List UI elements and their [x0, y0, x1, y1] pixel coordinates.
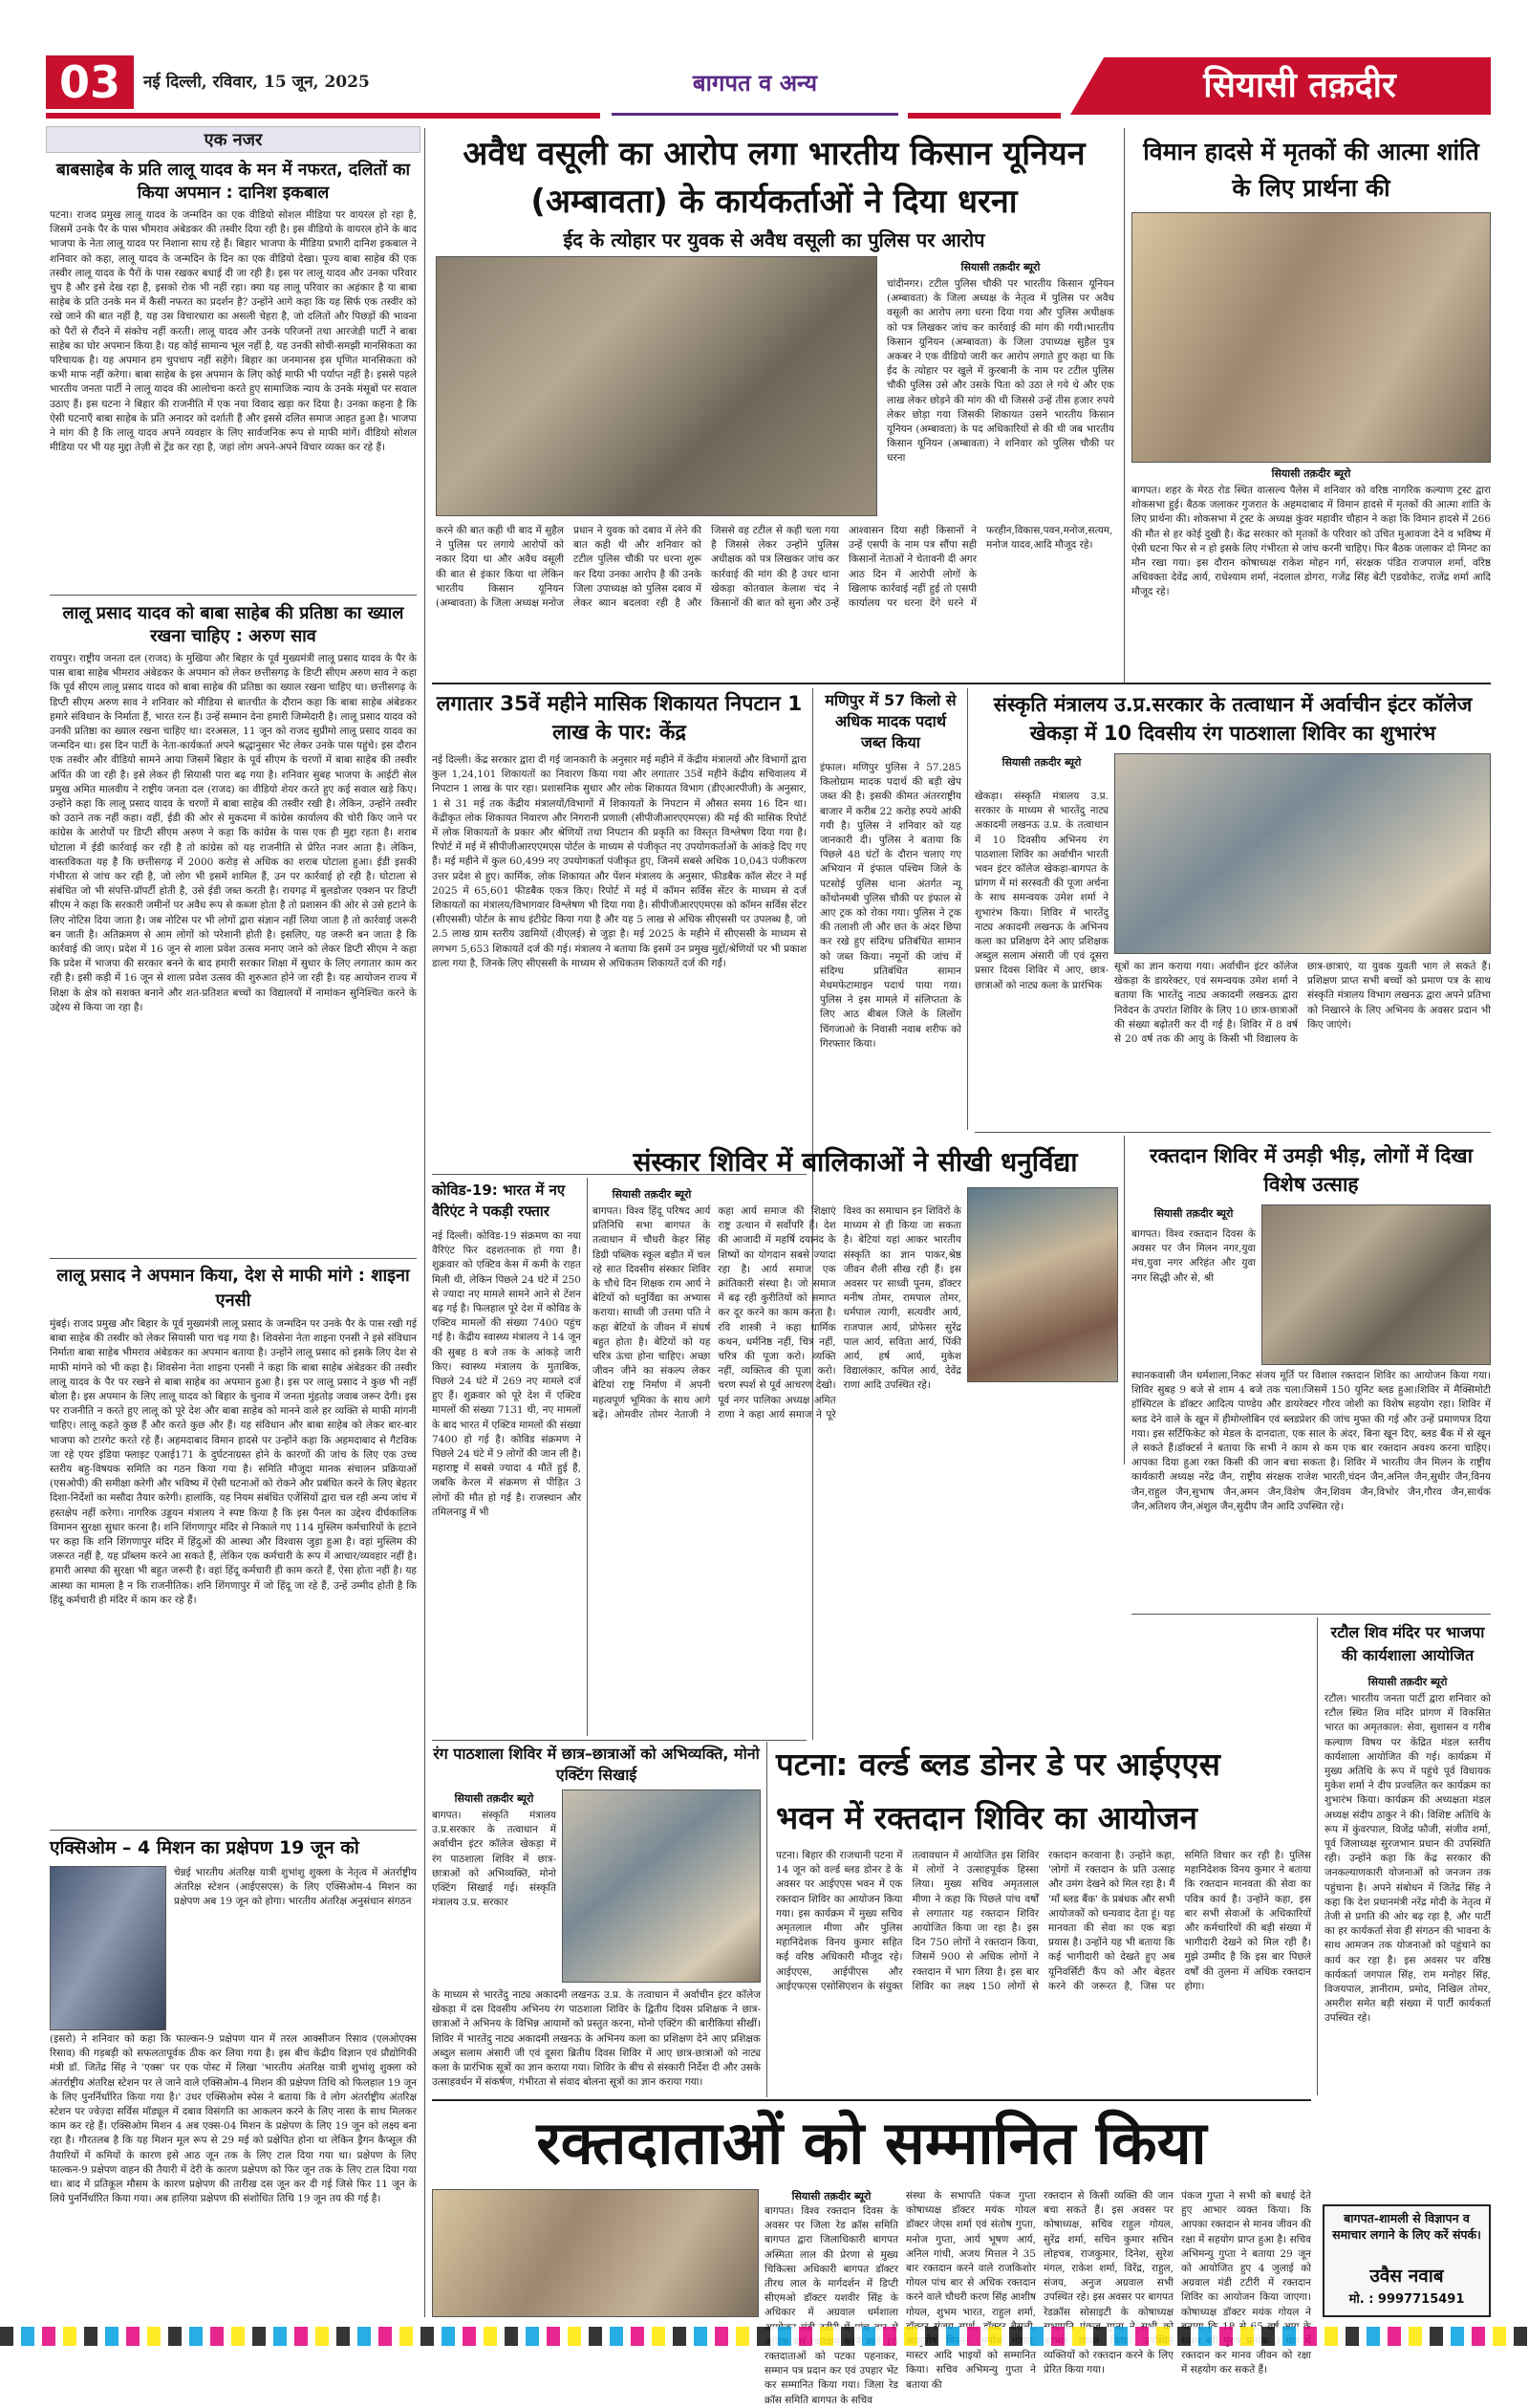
date-line: नई दिल्ली, रविवार, 15 जून, 2025 [143, 73, 370, 92]
column-divider [1317, 1617, 1318, 2095]
prayer-meeting-photo [1131, 212, 1491, 463]
manipur-headline: मणिपुर में 57 किलो से अधिक मादक पदार्थ जब्त किया [825, 691, 957, 751]
manipur-body: इंफाल। मणिपुर पुलिस ने 57.285 किलोग्राम मादक पदार्थ की बड़ी खेप जब्त की है। इसकी कीमत अंतरराष्ट्रीय बाजार में करीब 22 करोड़ रुपये आंकी गयी है। पुलिस ने शनिवार को यह जानकारी दी। पुलिस ने बताया कि पिछले 48 घंटों के दौरान चलाए गए अभियान में इंफाल पश्चिम जिले के पटसोई पुलिस थाना अंतर्गत न्यू कोंथोनमबी पुलिस चौकी पर इंफाल से आए ट्रक को रोका गया। पुलिस ने ट्रक की तलाशी ली और छत के अंदर छिपा कर रखे हुए संदिग्ध प्रतिबंधित सामान को जब्त किया। नमूनों की जांच में संदिग्ध प्रतिबंधित सामान मेथमफेटामाइन पदार्थ पाया गया। पुलिस ने इस मामले में संलिप्तता के लिए आठ बीबल जिले के लिलोंग चिंगजाओ के निवासी नवाब शरीफ को गिरफ्तार किया। [820, 762, 961, 1050]
ad-line: बागपत-शामली से विज्ञापन व समाचार लगाने के लिए करें संपर्क। [1332, 2211, 1481, 2242]
theatre-headline: रंग पाठशाला शिविर में छात्र–छात्राओं को अभिव्यक्ति, मोनो एक्टिंग सिखाई [433, 1745, 760, 1784]
axiom-body: (इसरो) ने शनिवार को कहा कि फाल्कन-9 प्रक्षेपण यान में तरल आक्सीजन रिसाव (एलओएक्स रिसाव) की गड़बड़ी को सफलतापूर्वक ठीक कर लिया गया है। इस बीच केंद्रीय विज्ञान एवं प्रौद्योगिकी मंत्री डॉ. जितेंद्र सिंह ने 'एक्स' पर एक पोस्ट में लिखा 'भारतीय अंतरिक्ष यात्री शुभांशु शुक्ला को अंतर्राष्ट्रीय अंतरिक्ष स्टेशन पर ले जाने वाले एक्सिओम-4 मिशन की प्रक्षेपण तिथि को फिलहाल 19 जून के लिए पुनर्निर्धारित किया गया है।' उधर एक्सिओम स्पेस ने बताया कि वे लोग अंतर्राष्ट्रीय अंतरिक्ष स्टेशन पर ज्वेज़्दा सर्विस मॉड्यूल में दबाव विसंगति का आकलन करने के लिए नासा के साथ मिलकर काम कर रहे हैं। एक्सिओम मिशन 4 अब एक्स-04 मिशन के प्रक्षेपण के लिए 19 जून को लक्ष्य बना रहा है। गौरतलब है कि यह मिशन मूल रूप से 29 मई को प्रक्षेपित होना था लेकिन ड्रैगन कैप्सूल की तैयारियों में कमियों के कारण इसे आठ जून तक के लिए टाल दिया गया था। प्रक्षेपण के लिए फाल्कन-9 प्रक्षेपण वाहन की तैयारी में देरी के कारण प्रक्षेपण को फिर जून तक के लिए टाल दिया गया था। बाद में प्रतिकूल मौसम के कारण प्रक्षेपण की तारीख दस जून कर दी गई जिसे फिर 11 जून के लिये पुनर्निर्धारित किया गया। अब हालिया प्रक्षेपण की संशोधित तिथि 19 जून तय की गई है। [50, 2033, 417, 2205]
axiom-body-top: चेन्नई भारतीय अंतरिक्ष यात्री शुभांशु शुक्ला के नेतृत्व में अंतर्राष्ट्रीय अंतरिक्ष स्टेशन (आईएसएस) के लिए एक्सिओम-4 मिशन का प्रक्षेपण अब 19 जून को होगा। भारतीय अंतरिक्ष अनुसंधान संगठन [174, 1867, 417, 1908]
divider [432, 1740, 807, 1741]
lead-headline-line1: अवैध वसूली का आरोप लगा भारतीय किसान यूनियन [463, 135, 1086, 173]
masthead-rule-left [46, 113, 600, 119]
arun-headline: लालू प्रसाद यादव को बाबा साहेब की प्रतिष्ठा का ख्याल रखना चाहिए : अरुण साव [62, 603, 404, 646]
rataul-headline: रटौल शिव मंदिर पर भाजपा की कार्यशाला आयोजित [1330, 1623, 1485, 1664]
donors-col2: संस्था के सभापति पंकज गुप्ता कोषाध्यक्ष डॉक्टर मयंक गोयल डॉक्टर जेएस शर्मा एवं संतोष गुप्ता, मनोज गुप्ता, आर्य भूषण आर्य, अनिल गांधी, अजय मित्तल ने 35 बार रक्तदान करने वाले राजकिशोर गोयल पांच बार से अधिक रक्तदान करने वाले चौधरी करण सिंह आशीष गोयल, शुभम भारत, राहुल शर्मा, मास्टर आदि भाइयों को सम्मानित किया। सचिव अभिमन्यु गुप्ता ने बताया की [906, 2190, 1036, 2391]
blood-camp-photo [1261, 1204, 1491, 1365]
theatre-body-col: बागपत। संस्कृति मंत्रालय उ.प्र.सरकार के तत्वाधान में अर्वाचीन इंटर कॉलेज खेकड़ा में रंग पाठशाला शिविर में छात्र-छात्राओं को अभिव्यक्ति, मोनो एक्टिंग सिखाई गई। संस्कृति मंत्रालय उ.प्र. सरकार [432, 1810, 556, 1909]
culture-body-col: खेकड़ा। संस्कृति मंत्रालय उ.प्र. सरकार के माध्यम से भारतेंदु नाट्य अकादमी लखनऊ उ.प्र. के तत्वाधान में 10 दिवसीय अभिनय रंग पाठशाला शिविर का अर्वाचीन भारती भवन इंटर कॉलेज खेकड़ा-बागपत के प्रांगण में मां सरस्वती की पूजा अर्चना के साथ समन्वयक उमेश शर्मा ने शुभारंभ किया। शिविर में भारतेंदु नाट्य अकादमी लखनऊ के अभिनय कला का प्रशिक्षण देने आए प्रशिक्षक अब्दुल सलाम अंसारी जी एवं दूसरा प्रसार दिवस शिविर में आए, छात्र-छात्राओं को नाट्य कला के प्रारंभिक [975, 791, 1109, 991]
column-divider [967, 688, 968, 1130]
astronaut-photo [50, 1866, 166, 2030]
masthead-rule-right [908, 113, 1061, 119]
theatre-photo [562, 1790, 761, 1983]
ias-body: पटना। बिहार की राजधानी पटना में 14 जून को वर्ल्ड ब्लड डोनर डे के अवसर पर आईएएस भवन में एक रक्तदान शिविर का आयोजन किया गया। इस कार्यक्रम में मुख्य सचिव अमृतलाल मीणा और पुलिस महानिदेशक विनय कुमार सहित कई वरिष्ठ अधिकारी मौजूद रहे। आईएएस, आईपीएस और आईएफएस एसोसिएशन के संयुक्त तत्वावधान में आयोजित इस शिविर में लोगों ने उत्साहपूर्वक हिस्सा लिया। मुख्य सचिव अमृतलाल मीणा ने कहा कि पिछले पांच वर्षों से लगातार यह रक्तदान शिविर आयोजित किया जा रहा है। इस दिन 750 लोगों ने रक्तदान किया, जिसमें 900 से अधिक लोगों ने रक्तदान में भाग लिया है। इस बार शिविर का लक्ष्य 150 लोगों से रक्तदान करवाना है। उन्होंने कहा, 'लोगों में रक्तदान के प्रति उत्साह और उमंग देखने को मिल रहा है। मैं 'माँ ब्लड बैंक' के प्रबंधक और सभी आयोजकों को धन्यवाद देता हूं। यह मानवता की सेवा का एक बड़ा प्रयास है। उन्होंने यह भी बताया कि कई भागीदारी को देखते हुए अब यूनिवर्सिटी कैंप को और बेहतर करने की जरूरत है, जिस पर समिति विचार कर रही है। पुलिस महानिदेशक विनय कुमार ने बताया कि रक्तदान मानवता की सेवा का पवित्र कार्य है। उन्होंने कहा, इस बार सभी सेवाओं के अधिकारियों और कर्मचारियों की बड़ी संख्या में भागीदारी देखने को मिल रही है। मुझे उम्मीद है कि इस बार पिछले वर्षों की तुलना में अधिक रक्तदान होगा। [776, 1850, 1311, 1992]
culture-body-bottom: सूत्रों का ज्ञान कराया गया। अर्वाचीन इंटर कॉलेज खेकड़ा के डायरेक्टर, एवं समन्वयक उमेश शर्मा ने बताया कि भारतेंदु नाट्य अकादमी लखनऊ द्वारा निवेदन के उपरांत शिविर के लिए 10 छात्र-छात्राओं की संख्या बढ़ोतरी कर दी गई है। शिविर में 8 वर्ष से 20 वर्ष तक की आयु के किसी भी विद्यालय के छात्र-छात्राएं, या युवक युवती भाग ले सकते हैं। प्रशिक्षण प्राप्त सभी बच्चों को प्रमाण पत्र के साथ संस्कृति मंत्रालय विभाग लखनऊ द्वारा अपने प्रतिभा को निखारने के लिए अभिनय के अवसर प्रदान भी किए जाएंगे। [1114, 961, 1491, 1046]
donors-col3: रक्तदान से किसी व्यक्ति की जान बचा सकते हैं। इस अवसर पर कोषाध्यक्ष, सचिव राहुल गोयल, सुरेंद्र शर्मा, सचिन कुमार सचिन लोहचब, राजकुमार, दिनेश, सुरेश मंगल, राकेश शर्मा, विरेंद्र, राहुल, संजय, अनुज अग्रवाल सभी उपस्थित रहे। इस अवसर पर बागपत रेडक्रॉस सोसाइटी के कोषाध्यक्ष व्यक्तियों को रक्तदान करने के लिए प्रेरित किया गया। [1044, 2190, 1174, 2376]
divider [50, 1258, 417, 1259]
donors-photo [432, 2189, 759, 2317]
covid-headline: कोविड-19: भारत में नए वैरिएंट ने पकड़ी रफ्तार [432, 1182, 566, 1220]
bloodcamp-body-narrow: बागपत। विश्व रक्तदान दिवस के अवसर पर जैन मिलन नगर,युवा मंच,युवा नगर अरिहंत और युवा नगर सिद्धी और से, श्री [1131, 1228, 1256, 1284]
culture-headline: संस्कृति मंत्रालय उ.प्र.सरकार के तत्वाधान में अर्वाचीन इंटर कॉलेज खेकड़ा में 10 दिवसीय रंग पाठशाला शिविर का शुभारंभ [993, 693, 1473, 745]
donors-col4: पंकज गुप्ता ने सभी को बधाई देते हुए आभार व्यक्त किया। कि आपका रक्तदान से मानव जीवन की रक्षा में सहयोग प्राप्त हुआ है। सचिव अभिमन्यु गुप्ता ने बताया 29 जून को आयोजित हुए 4 जुलाई को अग्रवाल मंडी टटीरी में रक्तदान शिविर का आयोजन किया जाएगा। कोषाध्यक्ष डॉक्टर मयंक गोयल ने रक्तदान कर मानव जीवन को रक्षा में सहयोग कर सकते हैं। [1181, 2190, 1311, 2376]
divider [50, 595, 417, 596]
column-divider [1124, 1136, 1125, 1464]
culture-byline: सियासी तक़दीर ब्यूरो [1001, 756, 1082, 769]
footer-color-bar [0, 2327, 1529, 2346]
lead-byline: सियासी तक़दीर ब्यूरो [960, 261, 1041, 273]
covid-body: नई दिल्ली। कोविड-19 संक्रमण का नया वैरिएंट फिर दहशतनाक हो गया है। शुक्रवार को एक्टिव केस में कमी के राहत मिली थी, लेकिन पिछले 24 घंटे में 250 से ज्यादा नए मामले सामने आने से टेंशन बढ़ गई है। फिलहाल पूरे देश में कोविड के एक्टिव मामलों की संख्या 7400 पहुंच गई है। केंद्रीय स्वास्थ्य मंत्रालय ने 14 जून की सुबह 8 बजे तक के आंकड़े जारी किए। स्वास्थ्य मंत्रालय के मुताबिक, पिछले 24 घंटे में 269 नए मामले दर्ज हुए हैं। शुक्रवार को पूरे देश में एक्टिव मामलों की संख्या 7131 थी, नए मामलों के बाद भारत में एक्टिव मामलों की संख्या 7400 हो गई है। कोविड संक्रमण ने पिछले 24 घंटे में 9 लोगों की जान ली है। महाराष्ट्र में सबसे ज्यादा 4 मौतें हुई हैं, जबकि केरल में संक्रमण से पीड़ित 3 लोगों की मौत हो गई है। राजस्थान और तमिलनाडु में भी [432, 1230, 582, 1518]
arun-body: रायपुर। राष्ट्रीय जनता दल (राजद) के मुखिया और बिहार के पूर्व मुख्यमंत्री लालू प्रसाद यादव के पैर के पास बाबा साहेब भीमराव अंबेडकर के अपमान को लेकर छत्तीसगढ़ के डिप्टी सीएम अरुण साव ने कहा कि पूर्व सीएम लालू प्रसाद यादव को बाबा साहेब की प्रतिष्ठा का ख्याल रखना चाहिए था। छत्तीसगढ़ के डिप्टी सीएम अरुण साव ने शनिवार को मीडिया से बातचीत के दौरान कहा कि बाबा साहेब अंबेडकर हमारे संविधान के निर्माता हैं, भारत रत्न हैं। उन्हें सम्मान देना हमारी जिम्मेदारी है। लालू प्रसाद यादव को उनकी प्रतिष्ठा का ख्याल रखना चाहिए था। दरअसल, 11 जून को राजद सुप्रीमो लालू प्रसाद यादव का जन्मदिन था। इस दिन पार्टी के नेता-कार्यकर्ता अपने श्रद्धानुसार भेंट लेकर उनके पास पहुंचे। इस दौरान एक तस्वीर और वीडियो सामने आया जिसमें बिहार के पूर्व सीएम के चरणों में बाबा साहेब की तस्वीर अर्पित की जा रही है। इसे लेकर ही सियासी पारा बढ़ गया है। शनिवार सुबह भाजपा के आईटी सेल प्रमुख अमित मालवीय ने राष्ट्रीय जनता दल (राजद) का वीडियो शेयर करते हुए कई सवाल खड़े किए। उन्होंने कहा कि लालू प्रसाद यादव के चरणों में बाबा साहेब की तस्वीर रखी है। लेकिन, उन्होंने तस्वीर को उठाने तक नहीं कहा। वहीं, ईडी की ओर से मुकदमा में कांग्रेस कार्यालय की चोरी किए जाने पर कांग्रेस के आरोपों पर डिप्टी सीएम अरुण ने कहा कि कांग्रेस के पास एक ही मुद्दा रहता है। शराब घोटाला में ईडी कार्रवाई कर रही है तो कांग्रेस को यह राजनीति से प्रेरित नजर आता है। लेकिन, वास्तविकता यह है कि छत्तीसगढ़ में 2000 करोड़ से अधिक का शराब घोटाला हुआ। ईडी इसकी गंभीरता से जांच कर रही है, जो लोग भी इसमें शामिल हैं, उन पर कार्रवाई हो रही है। घोटाला से संबंधित जो भी संपत्ति-प्रॉपर्टी होती है, उसे ईडी जब्त करती है। रायगढ़ में बुलडोजर एक्शन पर डिप्टी सीएम ने कहा कि सरकारी जमीनों पर अवैध रूप से कब्जा होता है तो प्रशासन की ओर से उसे हटाने के लिए नोटिस दिया जाता है। जब नोटिस पर भी लोगों द्वारा संज्ञान नहीं लिया जाता है तो कार्रवाई जरूरी बन जाती है। अतिक्रमण से आम लोगों को परेशानी होती है। इसलिए, यह जरूरी बन जाता है कि कार्रवाई की जाए। प्रदेश में 16 जून से शाला प्रवेश उत्सव मनाए जाने को लेकर डिप्टी सीएम ने कहा कि प्रदेश में भाजपा की सरकार बनने के बाद हमारी सरकार शिक्षा में सुधार के लिए लगातार काम कर रही है। इसी कड़ी में 16 जून से शाला प्रवेश उत्सव की शुरुआत होने जा रही है। यह आयोजन राज्य में शिक्षा के क्षेत्र को सशक्त बनाने और शत-प्रतिशत बच्चों का विद्यालयों में नामांकन सुनिश्चित करने के उद्देश्य से किया जा रहा है। [50, 653, 417, 1013]
theatre-byline: सियासी तक़दीर ब्यूरो [454, 1792, 534, 1805]
shaina-body: मुंबई। राजद प्रमुख और बिहार के पूर्व मुख्यमंत्री लालू प्रसाद के जन्मदिन पर उनके पैर के पास रखी गई बाबा साहेब की तस्वीर को लेकर सियासी पारा चढ़ गया है। शिवसेना नेता शाइना एनसी ने इसे संविधान निर्माता बाबा साहेब भीमराव अंबेडकर का अपमान बताया है। उन्होंने लालू प्रसाद को इसके लिए देश से माफी मांगने को भी कहा है। शिवसेना नेता शाइना एनसी ने कहा कि बाबा साहेब अंबेडकर की तस्वीर लालू यादव के पैर पर रखने से बाबा साहेब का अपमान हुआ है। इस पर लालू प्रसाद ने कुछ भी नहीं बोला है। इस अपमान के लिए लालू यादव को बिहार के चुनाव में जनता मुंहतोड़ जवाब जरूर देगी। इस पर राजनीति न करते हुए लालू को पूरे देश और बाबा साहेब को मानने वाले हर व्यक्ति से माफी मांगनी चाहिए। लालू कहते कुछ हैं और करते कुछ और हैं। यह संविधान और बाबा साहेब को लेकर बार-बार भाजपा को टारगेट करते रहे हैं। अहमदाबाद विमान हादसे पर उन्होंने कहा कि अहमदाबाद से गैटविक जा रहे एयर इंडिया फ्लाइट एआई171 के दुर्घटनाग्रस्त होने के कारणों की जांच के लिए एक उच्च स्तरीय बहु-विषयक समिति का गठन किया गया है। समिति मौजूदा मानक संचालन प्रक्रियाओं (एसओपी) की समीक्षा करेगी और भविष्य में ऐसी घटनाओं को रोकने और प्रबंधित करने के लिए बेहतर दिशा-निर्देशों का मसौदा तैयार करेगी। हालांकि, यह नियम संबंधित एजेंसियों द्वारा चल रही अन्य जांच में हस्तक्षेप नहीं करेगा। नागरिक उड्डयन मंत्रालय ने स्पष्ट किया है कि इस पैनल का उद्देश्य दीर्घकालिक विमानन सुरक्षा सुधार करना है। शनि शिंगणापुर मंदिर से निकाले गए 114 मुस्लिम कर्मचारियों के हटाने पर कहा कि शनि शिंगणापुर मंदिर में हिंदुओं की आस्था और विश्वास जुड़ा हुआ है। वहां मुस्लिम की जरूरत नहीं है, यह प्रॉब्लम करने आ सकते हैं, लेकिन एक कर्मचारी के रूप में आचार/व्यवहार नहीं है। हमारी आस्था की सुरक्षा भी बहुत जरूरी है। वहां हिंदू कर्मचारी ही काम करते हैं, ऐसा होता नहीं है। यह आस्था का मामला है न कि राजनीतिक। शनि शिंगणापुर में जो हिंदू जा रहे हैं, उन्हें उम्मीद होती है कि हिंदू कर्मचारी ही मंदिर में काम कर रहे हैं। [50, 1318, 417, 1606]
rang-pathshala-photo [1114, 753, 1491, 954]
divider [975, 1132, 1491, 1133]
masthead-rule-center [612, 113, 898, 116]
section-title: बागपत व अन्य [692, 70, 818, 97]
donors-byline: सियासी तक़दीर ब्यूरो [791, 2190, 872, 2202]
ad-name: उवैस नवाब [1369, 2266, 1444, 2287]
page-number-badge: 03 [46, 55, 134, 109]
divider [1131, 1614, 1491, 1615]
danish-headline: बाबसाहेब के प्रति लालू यादव के मन में नफरत, दलितों का किया अपमान : दानिश इकबाल [55, 161, 411, 203]
ad-phone: मो. : 9997715491 [1348, 2292, 1465, 2307]
plane-byline: सियासी तक़दीर ब्यूरो [1271, 467, 1351, 480]
ias-headline-line2: भवन में रक्तदान शिविर का आयोजन [776, 1799, 1197, 1836]
lead-subhead: ईद के त्योहार पर युवक से अवैध वसूली का पुलिस पर आरोप [563, 228, 985, 251]
column-divider [587, 1178, 588, 1736]
divider [50, 1830, 417, 1831]
donors-col1: बागपत। विश्व रक्तदान दिवस के अवसर पर जिला रेड क्रॉस समिति बागपत द्वारा जिलाधिकारी बागपत अस्मिता लाल की प्रेरणा से मुख्य चिकित्सा अधिकारी बागपत डॉक्टर तीरथ लाल के मार्गदर्शन में डिप्टी सीएमओ डॉक्टर यशवीर सिंह के अधिकार में अग्रवाल धर्मशाला रक्तदाताओं को पटका पहनाकर, सम्मान पत्र प्रदान कर एवं उपहार भेंट कर सम्मानित किया गया। जिला रेड क्रॉस समिति बागपत के सचिव [764, 2205, 898, 2406]
brand-title: सियासी तक़दीर [1203, 66, 1396, 105]
complaint-headline: लगातार 35वें महीने मासिक शिकायत निपटान 1 लाख के पार: केंद्र [436, 692, 803, 745]
danish-body: पटना। राजद प्रमुख लालू यादव के जन्मदिन का एक वीडियो सोशल मीडिया पर वायरल हो रहा है, जिसमें उनके पैर के पास भीमराव अंबेडकर की तस्वीर दिया रही है। इस वीडियो के वायरल होने के बाद भाजपा के नेता लालू यादव पर निशाना साध रहे हैं। बिहार भाजपा के मीडिया प्रभारी दानिश इकबाल ने शनिवार को कहा, लालू यादव के जन्मदिन के दिन का एक वीडियो देखा। पूज्य बाबा साहेब की एक तस्वीर लालू यादव के पैरों के पास रखकर बधाई दी जा रही है। इस पर लालू यादव और उनका परिवार चुप है और इसे देख रहा है, इसको रोक भी नहीं रहा। क्या यह लालू परिवार का अहंकार है या बाबा साहेब के प्रति उनके मन में कैसी नफरत का प्रदर्शन है? उन्होंने आगे कहा कि यह सिर्फ एक तस्वीर को रखे जाने की बात नहीं है, यह उस विचारधारा का असली चेहरा है, जो दलितों और पिछड़ों की भावना को पैरों से रौंदने में संकोच नहीं करती। लालू यादव और उनके परिजनों तथा आरजेडी पार्टी ने बाबा साहेब का घोर अपमान किया है। यह कोई सामान्य भूल नहीं है, यह उनकी सोची-समझी मानसिकता का परिचायक है। यह अपमान हम चुपचाप नहीं सहेंगे। बिहार का जनमानस इस घृणित मानसिकता को कभी माफ नहीं करेगा। बाबा साहेब के इस अपमान के लिए कोई माफी भी पर्याप्त नहीं है। इससे पहले भारतीय जनता पार्टी ने लालू यादव की आलोचना करते हुए सामाजिक न्याय के उनके मंसूबों पर सवाल उठाए हैं। इस घटना ने बिहार की राजनीति में एक नया विवाद खड़ा कर दिया है। उनका कहना है कि ऐसी घटनाएँ बाबा साहेब के प्रति अनादर को दर्शाती हैं और इससे दलित समाज आहत हुआ है। भाजपा ने मांग की है कि लालू यादव अपने व्यवहार के लिए सार्वजनिक रूप से माफी मांगें। वीडियो सोशल मीडिया पर भी यह मुद्दा तेज़ी से ट्रेंड कर रहा है, जहां लोग अपने-अपने विचार व्यक्त कर रहे हैं। [50, 209, 417, 454]
divider [432, 2099, 1311, 2101]
complaint-body: नई दिल्ली। केंद्र सरकार द्वारा दी गई जानकारी के अनुसार मई महीने में केंद्रीय मंत्रालयों और विभागों द्वारा कुल 1,24,101 शिकायतों का निवारण किया गया और लगातार 35वें महीने केंद्रीय सचिवालय में निपटान 1 लाख के पार रहा। प्रशासनिक सुधार और लोक शिकायत विभाग (डीएआरपीजी) के अनुसार, 1 से 31 मई तक केंद्रीय मंत्रालयों/विभागों में शिकायतों के निपटान में औसत समय 16 दिन था। केंद्रीकृत लोक शिकायत निवारण और निगरानी प्रणाली (सीपीजीआरएएमएस) की मई की मासिक रिपोर्ट में लोक शिकायतों के प्रकार और श्रेणियों तथा निपटान की प्रकृति का विस्तृत विश्लेषण दिया गया है। रिपोर्ट में मई में सीपीजीआरएएमएस पोर्टल के माध्यम से पंजीकृत नए उपयोगकर्ताओं के आंकड़े दिए गए हैं। मई महीने में कुल 60,499 नए उपयोगकर्ता पंजीकृत हुए, जिनमें सबसे अधिक 10,043 पंजीकरण उत्तर प्रदेश से हुए। कार्मिक, लोक शिकायत और पेंशन मंत्रालय के अनुसार, फीडबैक कॉल सेंटर ने मई 2025 में 65,601 फीडबैक एकत्र किए। रिपोर्ट में मई में कॉमन सर्विस सेंटर के माध्यम से दर्ज शिकायतों का मंत्रालय/विभागवार विश्लेषण भी दिया गया है। सीपीजीआरएएमएस को कॉमन सर्विस सेंटर (सीएससी) पोर्टल के साथ इंटीग्रेट किया गया है और यह 5 लाख से अधिक सीएससी पर उपलब्ध है, जो 2.5 लाख ग्राम स्तरीय उद्यमियों (वीएलई) से जुड़ा है। मई 2025 के महीने में सीएससी के माध्यम से लगभग 5,653 शिकायतें दर्ज की गई। मंत्रालय ने बताया कि इसमें उन प्रमुख मुद्दों/श्रेणियों पर भी प्रकाश डाला गया है, जिनके लिए सीएससी के माध्यम से अधिकतम शिकायतें दर्ज की गईं। [432, 754, 807, 969]
plane-body: बागपत। शहर के मेरठ रोड स्थित वात्सल्य पैलेस में शनिवार को वरिष्ठ नागरिक कल्याण ट्रस्ट द्वारा शोकसभा हुई। बैठक जलाकर गुजरात के अहमदाबाद में विमान हादसे में मृतकों की आत्मा शांति के लिए प्रार्थना की। शोकसभा में ट्रस्ट के अध्यक्ष कुंवर महावीर चौहान ने कहा कि विमान हादसे में 266 की मौत से हर कोई दुखी है। केंद्र सरकार को मृतकों के परिवार को उचित मुआवजा देने व भविष्य में ऐसी घटना फिर से न हो इसके लिए गंभीरता से जांच करनी चाहिए। फिर बैठक जलाकर दो मिनट का मौन रखा गया। इस दौरान कोषाध्यक्ष राकेश मोहन गर्ग, संरक्षक पंडित राजपाल शर्मा, वरिष्ठ अधिवक्ता देवेंद्र आर्य, राधेश्याम शर्मा, नंदलाल डोगरा, गजेंद्र सिंह बेटी एडवोकेट, राजेंद्र शर्मा आदि मौजूद रहे। [1131, 485, 1491, 598]
shaina-headline: लालू प्रसाद ने अपमान किया, देश से माफी मांगे : शाइना एनसी [56, 1266, 410, 1311]
archery-byline: सियासी तक़दीर ब्यूरो [612, 1188, 692, 1201]
rataul-byline: सियासी तक़दीर ब्यूरो [1367, 1676, 1448, 1688]
archery-headline: संस्कार शिविर में बालिकाओं ने सीखी धनुर्विद्या [633, 1146, 1078, 1178]
column-divider [1124, 128, 1125, 684]
lead-headline-line2: (अम्बावता) के कार्यकर्ताओं ने दिया धरना [530, 183, 1018, 221]
lead-body-right: चांदीनगर। टटील पुलिस चौकी पर भारतीय किसान यूनियन (अम्बावता) के जिला अध्यक्ष के नेतृत्व में पुलिस पर अवैध वसूली का आरोप लगा धरना दिया गया और पुलिस अधीक्षक को पत्र लिखकर जांच कर कार्रवाई की मांग की गयी।भारतीय किसान यूनियन (अम्बावता) के जिला उपाध्यक्ष सुहैल पुत्र अकबर ने एक वीडियो जारी कर आरोप लगाते हुए कहा था कि ईद के त्योहार पर खुले में कुरबानी के नाम पर टटील पुलिस चौकी पुलिस उसे और उसके पिता को उठा ले गये थे और एक लाख लेकर छोड़ने की मांग की थी जिससे उन्हें तीस हजार रुपये लेकर छोड़ा गया जिसकी शिकायत उसने भारतीय किसान यूनियन (अम्बावता) के पद अधिकारियों से की थी जब भारतीय किसान यूनियन (अम्बावता) ने शनिवार को पुलिस चौकी पर धरना [887, 278, 1114, 465]
donors-headline: रक्तदाताओं को सम्मानित किया [536, 2108, 1207, 2178]
column-divider [766, 1742, 767, 2097]
archery-body: बागपत। विश्व हिंदू परिषद आर्य प्रतिनिधि सभा बागपत के तत्वाधान में चौधरी केहर सिंह डिग्री पब्लिक स्कूल बड़ौत में चल रहे सात दिवसीय संस्कार शिविर के चौथे दिन शिक्षक राम आर्य ने बेटियों को धनुर्विद्या का अभ्यास कराया। साध्वी जी उत्तमा पति ने कहा बेटियों के जीवन में संघर्ष बहुत होता है। बेटियों को यह चरित्र ऊंचा होना चाहिए। अच्छा जीवन जीने का संकल्प लेकर बेटियां राष्ट्र निर्माण में अपनी महत्वपूर्ण भूमिका के साथ आगे बढ़ें। ओमवीर तोमर नेताजी ने कहा आर्य समाज की शिक्षाएं राष्ट्र उत्थान में सर्वोपरि हैं। देश की आजादी में महर्षि दयानंद के शिष्यों का योगदान सबसे ज्यादा रहा है। आर्य समाज एक क्रांतिकारी संस्था है। जो समाज में बढ़ रही कुरीतियों को समाप्त कर दूर करने का काम करता है। रवि शास्त्री ने कहा धार्मिक कथन, धर्मनिष्ठ नहीं, चित्र नहीं, चरित्र की पूजा करो। व्यक्ति नहीं, व्यक्तित्व की पूजा करो। चरण स्पर्श से पूर्व आचरण देखो। पूर्व नगर पालिका अध्यक्ष अमित राणा ने कहा आर्य समाज ने पूरे विश्व का समाधान इन शिविरों के माध्यम से ही किया जा सकता है। बेटियां यहां आकर भारतीय संस्कृति का ज्ञान पाकर,श्रेष्ठ जीवन शैली सीख रही हैं। इस अवसर पर साध्वी पूनम, डॉक्टर मनीष तोमर, रामपाल तोमर, धर्मपाल त्यागी, सत्यवीर आर्य, राजपाल आर्य, प्रोफेसर सुरेंद्र पाल आर्य, सविता आर्य, पिंकी आर्य, हर्ष आर्य, मुकेश विद्यालंकार, कपिल आर्य, देवेंद्र राणा आदि उपस्थित रहे। [592, 1205, 961, 1421]
column-divider [424, 128, 425, 2317]
ek-nazar-label: एक नजर [204, 130, 263, 150]
lead-body-bottom: करने की बात कही थी बाद में सुहैल ने पुलिस पर लगाये आरोपों को नकार दिया था और अवैध वसूली की बात से इंकार किया था लेकिन भारतीय किसान यूनियन (अम्बावता) के जिला अध्यक्ष मनोज प्रधान ने युवक को दबाव में लेने की बात कही थी और शनिवार को टटील पुलिस चौकी पर धरना शुरू कर दिया उनका आरोप है की उनके जिला उपाध्यक्ष को पुलिस दबाव में लेकर ब्यान बदलवा रही है और जिससे वह टटील से कही चला गया है जिससे लेकर उन्होंने पुलिस अधीक्षक को पत्र लिखकर जांच कर कार्रवाई की मांग की है उधर थाना खेकड़ा कोतवाल केलाश चंद ने किसानों की बात को सुना और उन्हें आश्वासन दिया सही किसानों ने उन्हें एसपी के नाम पत्र सौंपा सही किसानों नेताओं ने चेतावनी दी अगर आठ दिन में आरोपी लोगों के खिलाफ कार्रवाई नहीं हुई तो एसपी कार्यालय पर धरना देंगे धरने में फरहीन,विकास,पवन,मनोज,सत्यम, मनोज यादव,आदि मौजूद रहे। [436, 525, 1113, 610]
divider [432, 683, 1491, 684]
rataul-body: रटौल। भारतीय जनता पार्टी द्वारा शनिवार को रटौल स्थित शिव मंदिर प्रांगण में विकसित भारत का अमृतकाल: सेवा, सुशासन व गरीब कल्याण विषय पर केंद्रित मंडल स्तरीय कार्यशाला आयोजित की गई। कार्यक्रम में मुख्य अतिथि के रूप में पहुंचे पूर्व विधायक मुकेश शर्मा ने दीप प्रज्वलित कर कार्यक्रम का शुभारंभ किया। कार्यक्रम की अध्यक्षता मंडल अध्यक्ष संदीप ठाकुर ने की। विशिष्ट अतिथि के रूप में कुंवरपाल, विजेंद्र फौजी, संजीव शर्मा, पूर्व जिलाध्यक्ष सुरजभान प्रधान की उपस्थिति रही। उन्होंने कहा कि केंद्र सरकार की जनकल्याणकारी योजनाओं को जनजन तक पहुंचाना है। अपने संबोधन में जितेंद्र सिंह ने कहा कि देश प्रधानमंत्री नरेंद्र मोदी के नेतृत्व में तेजी से प्रगति की ओर बढ़ रहा है, और पार्टी का हर कार्यकर्ता सेवा ही संगठन की भावना के साथ आमजन तक योजनाओं को पहुंचाने का कार्य कर रहा है। इस अवसर पर वरिष्ठ कार्यकर्ता जगपाल सिंह, राम मनोहर सिंह, विजयपाल, ज्ञानीराम, प्रमोद, निखिल तोमर, अमरीश समेत बड़ी संख्या में पार्टी कार्यकर्ता उपस्थित रहे। [1324, 1693, 1491, 2025]
ias-headline-line1: पटना: वर्ल्ड ब्लड डोनर डे पर आईएएस [776, 1746, 1220, 1783]
bloodcamp-byline: सियासी तक़दीर ब्यूरो [1153, 1207, 1234, 1220]
archery-photo [967, 1187, 1118, 1382]
theatre-body: के माध्यम से भारतेंदु नाट्य अकादमी लखनऊ उ.प्र. के तत्वाधान में अर्वाचीन इंटर कॉलेज खेकड़ा में दस दिवसीय अभिनय रंग पाठशाला शिविर के द्वितीय दिवस प्रशिक्षक ने छात्र-छात्राओं ने अभिनय के विभिन्न आयामों को प्रस्तुत करना, मोनो एक्टिंग की बारीकियां सीखीं। शिविर में भारतेंदु नाट्य अकादमी लखनऊ के अभिनय कला का प्रशिक्षण देने आए प्रशिक्षक अब्दुल सलाम अंसारी जी एवं दूसरा ब्रितीय दिवस शिविर में आए छात्र-छात्राओं को नाट्य कला के प्रारंभिक सूत्रों का ज्ञान कराया गया। शिविर के बीच से संस्कारी निर्देश दी और उसके उत्साहवर्धन में संकर्षण, गंभीरता से संवाद बोलना सूत्रों का ज्ञान कराया गया। [432, 1989, 761, 2089]
axiom-headline: एक्सिओम – 4 मिशन का प्रक्षेपण 19 जून को [50, 1837, 359, 1858]
plane-headline: विमान हादसे में मृतकों की आत्मा शांति के लिए प्रार्थना की [1143, 138, 1479, 202]
bloodcamp-body: स्थानकवासी जैन धर्मशाला,निकट संजय मूर्ति पर विशाल रक्तदान शिविर का आयोजन किया गया।शिविर सुबह 9 बजे से शाम 4 बजे तक चला।जिसमें 150 यूनिट ब्लड हुआ।शिविर में मैक्सिमोटी हॉस्पिटल के डॉक्टर आदित्य पाण्डेय और डायरेक्टर गौरव जोशी का विशेष सहयोग रहा। शिविर में ब्लड देने वाले के खून में हीमोग्लोबिन एवं ब्लडप्रेशर की जांच मुफ्त की गई और उन्हें प्रमाणपत्र दिया गया। इस सर्टिफिकेट को मेडल के दानदाता, एक साल के अंदर, बिना खून दिए, ब्लड बैंक में से खून ले सकते हैं।डॉक्टर्स ने बताया कि सभी ने काम से कम एक बार रक्तदान अवश्य करना चाहिए। आपका दिया हुआ रक्त किसी की जान बचा सकता है। शिविर में भारतीय जैन मिलन के राष्ट्रीय कार्यकारी अध्यक्ष नरेंद्र जैन, राष्ट्रीय संरक्षक राजेश भारती,चंदन जैन,अनिल जैन,सुधीर जैन,विनय जैन,राहुल जैन,सुभाष जैन,अमन जैन,विशेष जैन,शिवम जैन,विभोर जैन,गौरव जैन,सार्थक जैन,अतिशय जैन,अंशुल जैन,सुदीप जैन आदि उपस्थित रहे। [1131, 1370, 1491, 1512]
dharna-photo [436, 256, 877, 516]
masthead [0, 0, 1529, 122]
bloodcamp-headline: रक्तदान शिविर में उमड़ी भीड़, लोगों में दिखा विशेष उत्साह [1149, 1144, 1474, 1196]
